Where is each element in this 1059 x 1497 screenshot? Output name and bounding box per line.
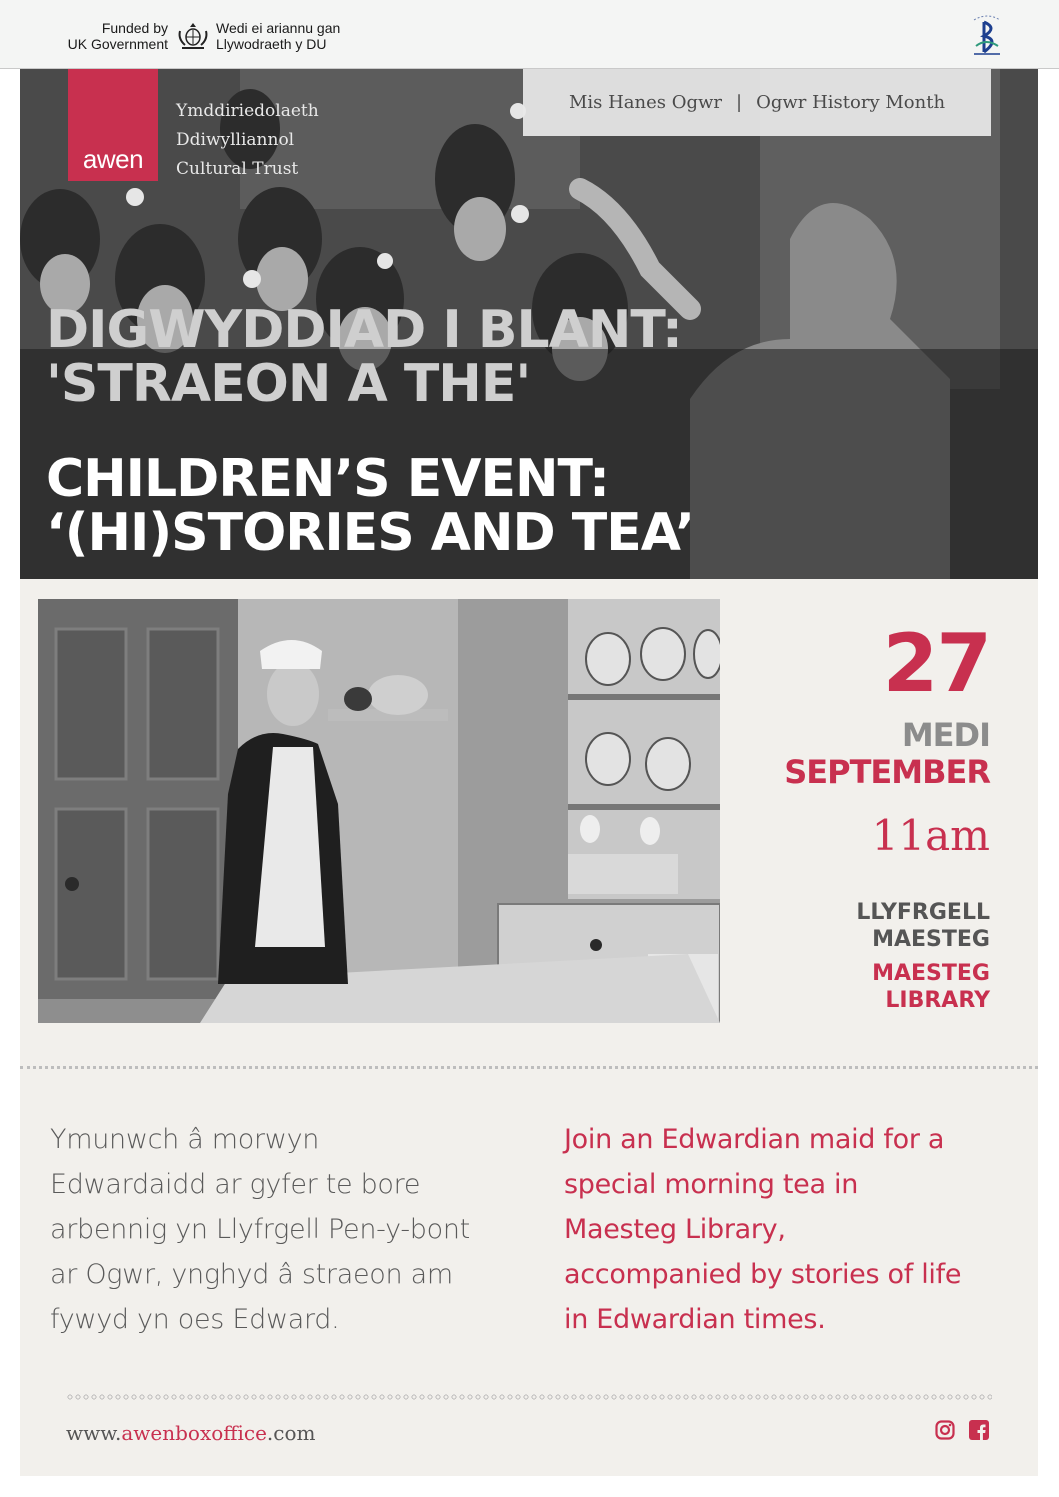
bridgend-council-logo-icon	[966, 12, 1008, 60]
title-en-line-2: ‘(HI)STORIES AND TEA’	[46, 503, 694, 563]
venue-en-line-2: LIBRARY	[885, 988, 990, 1013]
venue-cy-line-1: LLYFRGELL	[856, 900, 990, 925]
trust-line-1: Ymddiriedolaeth	[176, 101, 319, 121]
history-month-separator: |	[736, 92, 743, 113]
event-month-cy: MEDI	[901, 716, 990, 754]
url-brand: awenboxoffice	[121, 1421, 267, 1445]
funding-bar	[0, 0, 1059, 69]
description-en-line: in Edwardian times.	[564, 1304, 826, 1335]
event-venue-en	[730, 960, 990, 1014]
event-title-en	[46, 449, 1006, 563]
venue-en-line-1: MAESTEG	[872, 961, 990, 986]
funding-text-cy	[216, 20, 386, 52]
trust-line-3: Cultural Trust	[176, 159, 299, 179]
event-title-cy	[46, 300, 1006, 414]
facebook-icon[interactable]	[969, 1420, 989, 1440]
cultural-trust-name	[176, 97, 396, 184]
title-cy-line-1: DIGWYDDIAD I BLANT:	[46, 300, 682, 360]
funding-en-line2: UK Government	[67, 36, 168, 52]
description-cy-line: ar Ogwr, ynghyd â straeon am	[50, 1259, 453, 1290]
description-en-line: special morning tea in	[564, 1169, 859, 1200]
description-cy-line: Ymunwch â morwyn	[50, 1124, 320, 1155]
funding-en-line1: Funded by	[101, 20, 168, 36]
diamond-divider	[66, 1393, 992, 1401]
description-cy-line: arbennig yn Llyfrgell Pen-y-bont	[50, 1214, 470, 1245]
url-prefix: www.	[66, 1421, 122, 1445]
history-month-tag	[523, 69, 991, 136]
funding-cy-line2: Llywodraeth y DU	[216, 36, 327, 52]
social-links	[935, 1420, 989, 1440]
edwardian-maid-photo	[38, 599, 720, 1023]
dotted-divider	[20, 1066, 1038, 1069]
event-month-en: SEPTEMBER	[784, 753, 990, 791]
awen-logo-text: awen	[82, 144, 144, 174]
event-day: 27	[882, 617, 990, 710]
trust-line-2: Ddiwylliannol	[176, 130, 295, 150]
title-cy-line-2: 'STRAEON A THE'	[46, 354, 531, 414]
description-en-line: Join an Edwardian maid for a	[564, 1124, 945, 1155]
history-month-en: Ogwr History Month	[756, 92, 946, 113]
hero-banner	[20, 69, 1038, 579]
awen-logo	[68, 69, 158, 181]
event-time: 11am	[871, 811, 990, 860]
funding-cy-line1: Wedi ei ariannu gan	[216, 20, 341, 36]
maid-photo-illustration	[38, 599, 720, 1023]
title-en-line-1: CHILDREN’S EVENT:	[46, 449, 609, 509]
description-en-line: accompanied by stories of life	[564, 1259, 962, 1290]
box-office-link[interactable]	[66, 1421, 316, 1445]
instagram-icon[interactable]	[935, 1420, 955, 1440]
event-details-section	[20, 579, 1038, 1476]
description-en-line: Maesteg Library,	[564, 1214, 786, 1245]
funding-text-en	[52, 20, 168, 52]
description-cy	[50, 1117, 530, 1342]
history-month-cy: Mis Hanes Ogwr	[568, 92, 723, 113]
description-cy-line: fywyd yn oes Edward.	[50, 1304, 340, 1335]
event-venue-cy	[730, 899, 990, 953]
description-cy-line: Edwardaidd ar gyfer te bore	[50, 1169, 421, 1200]
description-en	[564, 1117, 1024, 1342]
venue-cy-line-2: MAESTEG	[872, 927, 990, 952]
url-suffix: .com	[266, 1421, 316, 1445]
royal-crest-icon	[176, 21, 210, 51]
